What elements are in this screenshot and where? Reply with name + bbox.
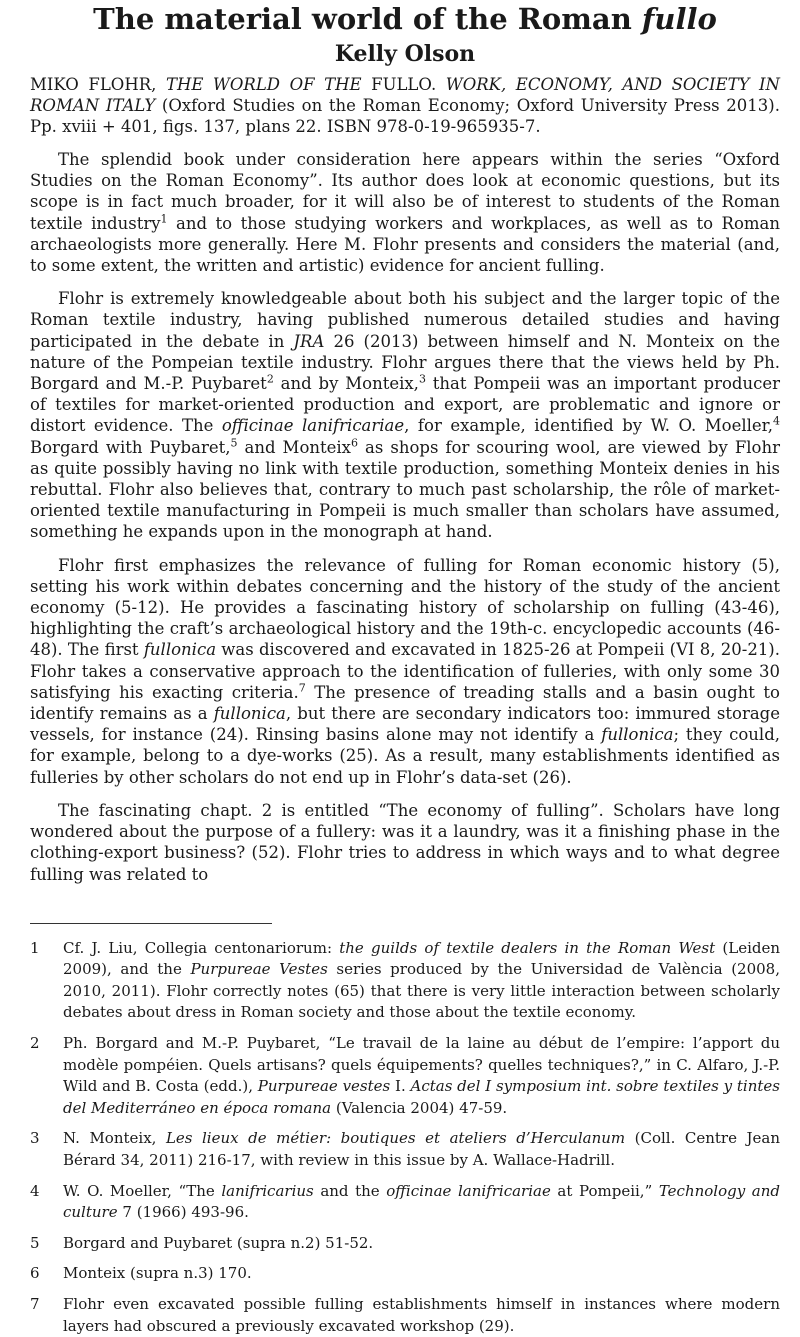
footnote-7 (30, 1294, 780, 1337)
citation-author: MIKO FLOHR, (30, 75, 166, 94)
fn-italic: lanifricarius (221, 1181, 314, 1200)
fn-seg: 7 (1966) 493-96. (117, 1203, 249, 1222)
fn-seg: I. (390, 1077, 411, 1096)
fn-italic: Actas del I symposium int. sobre textiles y tintes del Mediterráneo en época romana (63, 1077, 780, 1117)
title-italic-word: fullo (641, 2, 717, 36)
p2-text-d: that Pompeii was an important producer of textiles for market-oriented production and export, are problematic and ignore or distort evidence. The (30, 374, 781, 436)
fn-italic: the guilds of textile dealers in the Roman West (339, 938, 716, 957)
p1-text-a: The splendid book under consideration here appears within the series “Oxford Studies on the Roman Economy”. Its author does look at economic questions, but its scope is in fact much broader, for it will also be of interest to students of the Roman textile industry (30, 150, 780, 233)
footnote-5 (30, 1233, 780, 1255)
fn-seg: (Valencia 2004) 47-59. (331, 1098, 508, 1117)
footnote-number: 4 (30, 1181, 40, 1200)
p4-text-a: The fascinating chapt. 2 is entitled “The economy of fulling”. Scholars have long wondered about the purpose of a fullery: was it a laundry, was it a finishing phase in the clothing-export business? (52). Flohr tries to address in which ways and to what degree fulling was related to (30, 800, 780, 884)
footnote-text: Flohr even excavated possible fulling establishments himself in instances where modern layers had obscured a previously excavated workshop (29). (63, 1295, 780, 1335)
p2-journal: JRA (293, 331, 325, 351)
citation-title-fullo: FULLO. (361, 75, 446, 94)
footnote-ref-4[interactable]: 4 (773, 414, 780, 428)
footnote-number: 5 (30, 1233, 40, 1252)
title-text: The material world of the Roman (93, 2, 642, 36)
book-citation (30, 74, 780, 137)
p3-text-d: , but there are secondary indicators too: immured storage vessels, for instance (24). Rinsing basins alone may not identify a (30, 704, 780, 745)
footnote-ref-3[interactable]: 3 (418, 372, 426, 386)
footnotes-list (30, 938, 780, 1337)
footnote-text (63, 1033, 780, 1119)
p3-term-fullonica-3: fullonica (601, 725, 674, 745)
p1-text-b: and to those studying workers and workplaces, as well as to Roman archaeologists more generally. Here M. Flohr presents and considers the material (and, to some extent, the written and artistic) evidence for ancient fulling. (30, 213, 780, 276)
fn-italic: Technology and culture (63, 1181, 780, 1222)
citation-details: (Oxford Studies on the Roman Economy; Oxford University Press 2013). Pp. xviii + 401, figs. 137, plans 22. ISBN 978-0-19-965935-7. (30, 96, 780, 136)
footnote-ref-7[interactable]: 7 (298, 681, 306, 695)
fn-seg: (Leiden 2009), and the (63, 938, 781, 979)
fn-italic: officinae lanifricariae (386, 1181, 551, 1200)
fn-italic: Purpureae Vestes (190, 960, 328, 979)
fn-seg: Cf. J. Liu, Collegia centonariorum: (63, 938, 340, 957)
footnote-text (63, 1181, 780, 1224)
p3-text-e: ; they could, for example, belong to a dye-works (25). As a result, many establishments identified as fulleries by other scholars do not end up in Flohr’s data-set (26). (30, 725, 781, 787)
footnote-number: 7 (30, 1295, 40, 1314)
p3-term-fullonica-2: fullonica (213, 704, 286, 724)
footnote-ref-2[interactable]: 2 (266, 372, 274, 386)
p3-term-fullonica-1: fullonica (143, 640, 217, 660)
p2-term-officinae: officinae lanifricariae (221, 416, 405, 436)
p2-text-a: Flohr is extremely knowledgeable about both his subject and the larger topic of the Roman textile industry, having published numerous detailed studies and having participated in the debate in (30, 289, 780, 351)
p2-text-h: as shops for scouring wool, are viewed by Flohr as quite possibly having no link with textile production, something Monteix denies in his rebuttal. Flohr also believes that, contrary to much past scholarship, the rôle of market-oriented textile manufacturing in Pompeii is much smaller than scholars have assumed, something he expands upon in the monograph at hand. (30, 437, 780, 542)
fn-seg: N. Monteix, (63, 1129, 166, 1148)
p3-text-a: Flohr first emphasizes the relevance of fulling for Roman economic history (5), setting his work within debates concerning and the history of the study of the ancient economy (5-12). He provides a fascinating history of scholarship on fulling (43-46), highlighting the craft’s archaeological history and the 19th-c. encyclopedic accounts (46-48). The first (30, 555, 780, 660)
fn-seg: W. O. Moeller, “The (63, 1181, 222, 1200)
footnote-4 (30, 1181, 780, 1224)
footnote-number: 6 (30, 1264, 40, 1283)
citation-subtitle: WORK, ECONOMY, AND SOCIETY IN ROMAN ITALY (30, 75, 780, 115)
fn-seg: Ph. Borgard and M.-P. Puybaret, “Le travail de la laine au début de l’empire: l’apport du modèle pompéien. Quels artisans? quels équipements? quelles techniques?,” in C. Alfaro, J.-P. Wild and B. Costa (edd.), (63, 1034, 780, 1096)
footnote-text: Monteix (supra n.3) 170. (63, 1264, 252, 1283)
article-title (30, 2, 780, 36)
footnote-1 (30, 938, 780, 1024)
footnote-divider (30, 923, 272, 924)
footnote-2 (30, 1033, 780, 1119)
fn-italic: Les lieux de métier: boutiques et ateliers d’Herculanum (165, 1129, 626, 1148)
p2-text-c: and by Monteix, (273, 374, 419, 394)
fn-italic: Purpureae vestes (257, 1077, 391, 1096)
p3-text-c: The presence of treading stalls and a basin ought to identify remains as a (30, 682, 780, 724)
footnote-ref-1[interactable]: 1 (160, 212, 168, 226)
footnote-6 (30, 1263, 780, 1285)
fn-seg: (Coll. Centre Jean Bérard 34, 2011) 216-17, with review in this issue by A. Wallace-Hadrill. (63, 1129, 780, 1170)
footnote-number: 1 (30, 938, 40, 957)
p2-text-b: 26 (2013) between himself and N. Monteix on the nature of the Pompeian textile industry. Flohr argues there that the views held by Ph. Borgard and M.-P. Puybaret (30, 331, 780, 394)
footnote-3 (30, 1128, 780, 1171)
footnote-text (63, 1128, 780, 1171)
footnote-number: 3 (30, 1129, 40, 1148)
p2-text-f: Borgard with Puybaret, (30, 437, 231, 457)
p3-text-b: was discovered and excavated in 1825-26 at Pompeii (VI 8, 20-21). Flohr takes a conservative approach to the identification of fulleries, with only some 30 satisfying his exacting criteria. (30, 640, 780, 702)
paragraph-2 (30, 288, 780, 542)
fn-seg: at Pompeii,” (550, 1181, 659, 1200)
citation-title: THE WORLD OF THE (165, 75, 362, 94)
paragraph-1 (30, 149, 780, 276)
paragraph-3 (30, 555, 780, 788)
p2-text-e: , for example, identified by W. O. Moeller, (404, 416, 773, 436)
p2-text-g: and Monteix (237, 437, 351, 457)
footnote-text (63, 938, 780, 1024)
paragraph-4 (30, 800, 780, 885)
author-name: Kelly Olson (334, 41, 476, 67)
footnote-number: 2 (30, 1034, 40, 1053)
page (0, 2, 800, 1335)
fn-seg: and the (313, 1181, 387, 1200)
footnote-ref-6[interactable]: 6 (351, 436, 358, 450)
footnote-text: Borgard and Puybaret (supra n.2) 51-52. (63, 1233, 374, 1252)
footnote-ref-5[interactable]: 5 (230, 436, 238, 450)
fn-seg: series produced by the Universidad de València (2008, 2010, 2011). Flohr correctly notes (65) that there is very little interaction between scholarly debates about dress in Roman society and those about the textile economy. (63, 960, 780, 1022)
